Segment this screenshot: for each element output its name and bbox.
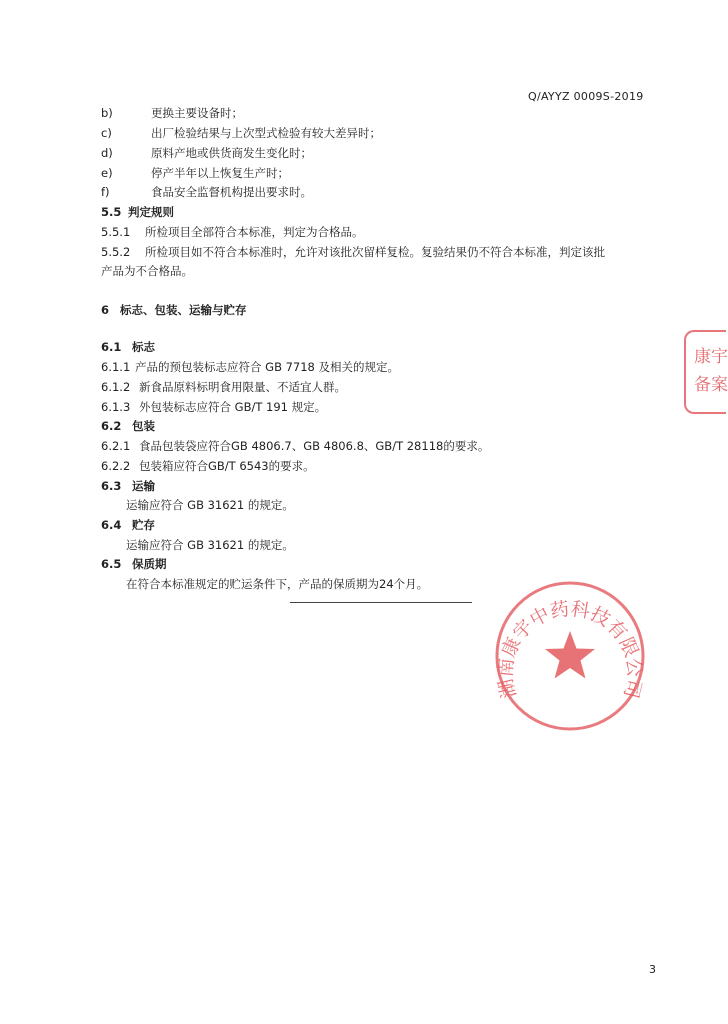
section-title: 标志、包装、运输与贮存 [120,303,247,317]
clause-5-5-1 [101,225,364,240]
section-6-2-heading [101,419,155,434]
list-item-text: 食品安全监督机构提出要求时。 [151,185,312,199]
clause-text: 产品的预包装标志应符合 GB 7718 及相关的规定。 [135,360,400,374]
star-icon [545,631,595,679]
section-6-4-text: 运输应符合 GB 31621 的规定。 [126,538,294,552]
clause-5-5-2 [101,245,605,260]
list-item-text: 原料产地或供货商发生变化时； [151,146,312,160]
section-title: 保质期 [132,557,167,571]
clause-text: 所检项目如不符合本标准时，允许对该批次留样复检。复验结果仍不符合本标准，判定该批 [145,245,605,259]
section-number: 6.1 [101,340,122,354]
edge-seal-text: 康宇 [694,347,728,367]
clause-number: 5.5.2 [101,245,131,259]
clause-number: 5.5.1 [101,225,131,239]
section-title: 包装 [132,419,155,433]
list-item-label: f) [101,185,110,199]
list-item-label: d) [101,146,113,160]
clause-text: 新食品原料标明食用限量、不适宜人群。 [139,380,346,394]
clause-6-2-1 [101,439,489,454]
seal-text: 湖南康宇中药科技有限公司 [494,597,646,701]
page-number: 3 [649,963,656,976]
clause-6-1-2 [101,380,346,395]
company-seal [493,579,647,733]
section-6-3-text: 运输应符合 GB 31621 的规定。 [126,498,294,512]
clause-number: 6.2.2 [101,459,131,473]
clause-5-5-2-continued: 产品为不合格品。 [101,264,193,278]
list-item-text: 停产半年以上恢复生产时； [151,166,289,180]
section-number: 5.5 [101,205,122,219]
section-title: 判定规则 [128,205,174,219]
end-rule [290,602,472,603]
clause-text: 所检项目全部符合本标准，判定为合格品。 [145,225,364,239]
clause-6-1-3 [101,400,326,415]
clause-number: 6.1.2 [101,380,131,394]
list-item-text: 更换主要设备时； [151,106,243,120]
clause-6-2-2 [101,459,315,474]
section-6-5-text: 在符合本标准规定的贮运条件下，产品的保质期为24个月。 [126,577,429,591]
section-title: 运输 [132,479,155,493]
list-item-label: c) [101,126,112,140]
section-6-4-heading [101,518,155,533]
edge-seal [684,330,726,414]
section-number: 6.2 [101,419,122,433]
list-item [101,185,312,200]
section-number: 6.3 [101,479,122,493]
section-number: 6.4 [101,518,122,532]
section-5-5-heading [101,205,174,220]
list-item [101,166,289,181]
clause-text: 外包装标志应符合 GB/T 191 规定。 [139,400,327,414]
clause-number: 6.1.3 [101,400,131,414]
list-item-text: 出厂检验结果与上次型式检验有较大差异时； [151,126,381,140]
clause-number: 6.1.1 [101,360,131,374]
section-number: 6.5 [101,557,122,571]
section-6-5-heading [101,557,167,572]
document-code: Q/AYYZ 0009S-2019 [528,90,644,103]
list-item [101,146,312,161]
section-6-heading [101,303,247,318]
clause-text: 包装箱应符合GB/T 6543的要求。 [139,459,315,473]
list-item-label: b) [101,106,113,120]
list-item [101,106,243,121]
section-title: 贮存 [132,518,155,532]
clause-6-1-1 [101,360,399,375]
edge-seal-text: 备案 [694,375,728,395]
clause-number: 6.2.1 [101,439,131,453]
section-6-3-heading [101,479,155,494]
section-title: 标志 [132,340,155,354]
clause-text: 食品包装袋应符合GB 4806.7、GB 4806.8、GB/T 28118的要求。 [139,439,490,453]
section-number: 6 [101,303,110,317]
section-6-1-heading [101,340,155,355]
list-item [101,126,381,141]
list-item-label: e) [101,166,113,180]
